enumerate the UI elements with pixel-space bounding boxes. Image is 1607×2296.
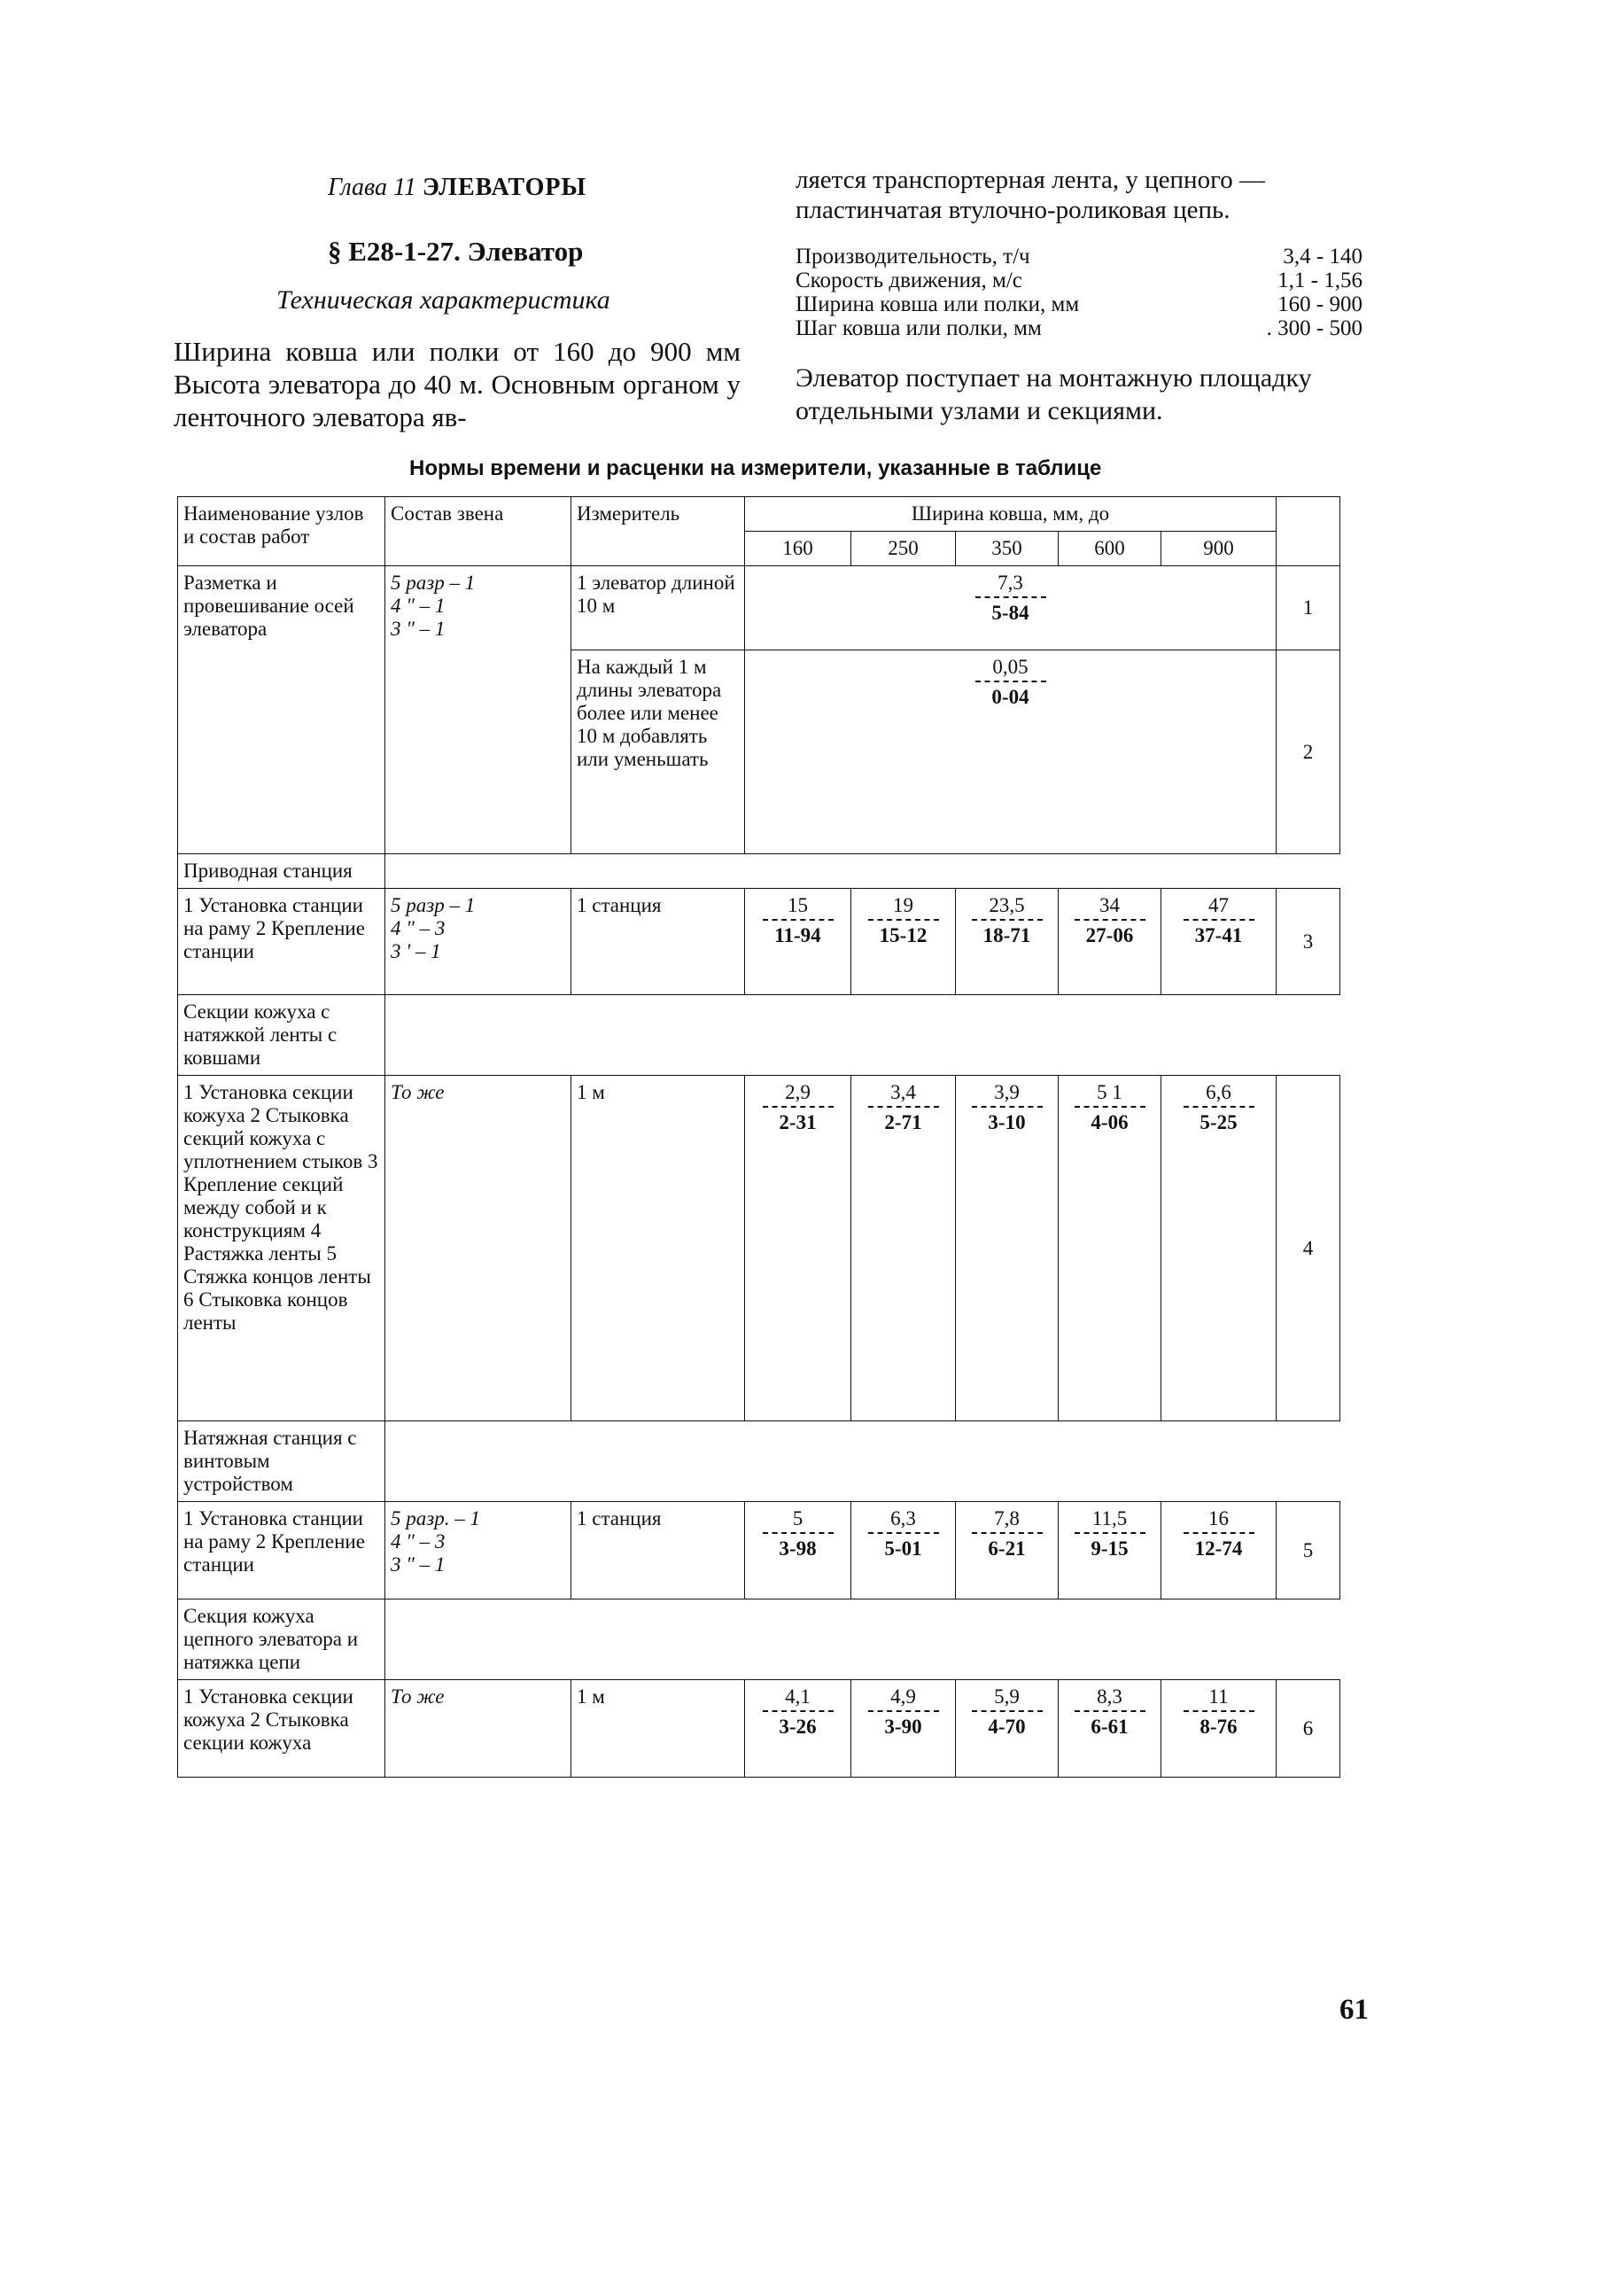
row-unit: 1 м	[571, 1076, 745, 1421]
norm-time: 6,3	[868, 1507, 939, 1534]
crew-line: 3 ' – 1	[391, 940, 441, 962]
header-width: 600	[1059, 532, 1161, 566]
header-width: 350	[956, 532, 1059, 566]
norm-rate: 15-12	[879, 924, 928, 946]
intro-right-paragraph: ляется транспортерная лента, у цепного — пластинчатая втулочно-роликовая цепь.	[796, 166, 1265, 224]
group-title: Приводная станция	[178, 854, 385, 889]
row-unit: 1 м	[571, 1680, 745, 1778]
norm-time: 7,3	[975, 572, 1046, 598]
crew-line: 5 разр – 1	[391, 894, 476, 916]
norm-time: 0,05	[975, 656, 1046, 682]
header-width: 160	[745, 532, 851, 566]
spec-value: . 300 - 500	[1266, 316, 1362, 340]
header-name: Наименование узлов и состав работ	[178, 497, 385, 566]
norm-rate: 9-15	[1091, 1537, 1129, 1560]
table-group-row	[178, 1421, 1340, 1502]
row-number: 5	[1277, 1502, 1340, 1599]
spec-label: Производительность, т/ч	[796, 245, 1030, 269]
table-group-row	[178, 1599, 1340, 1680]
norm-time: 16	[1184, 1507, 1254, 1534]
norm-rate: 3-26	[779, 1716, 817, 1738]
row-unit: 1 станция	[571, 889, 745, 995]
norm-rate: 18-71	[982, 924, 1031, 946]
table-header-row	[178, 497, 1340, 532]
header-width: 900	[1161, 532, 1277, 566]
norm-time: 2,9	[763, 1081, 834, 1108]
row-name: 1 Установка станции на раму 2 Крепление станции	[178, 889, 385, 995]
norm-rate: 37-41	[1194, 924, 1243, 946]
intro-right-paragraph-2: Элеватор поступает на монтажную площадку отдельными узлами и секциями.	[796, 363, 1312, 425]
spec-label: Скорость движения, м/с	[796, 269, 1022, 292]
chapter-title: ЭЛЕВАТОРЫ	[422, 174, 586, 201]
table-group-row	[178, 995, 1340, 1076]
row-name: Разметка и провешивание осей элеватора	[178, 566, 385, 854]
specs-list	[796, 245, 1362, 340]
norm-rate: 5-01	[884, 1537, 922, 1560]
norm-rate: 3-90	[884, 1716, 922, 1738]
subtitle: Техническая характеристика	[276, 285, 610, 315]
header-num	[1277, 497, 1340, 566]
norm-time: 4,1	[763, 1685, 834, 1712]
header-unit: Измеритель	[571, 497, 745, 566]
row-crew	[385, 1680, 571, 1778]
spec-row	[796, 316, 1362, 340]
spec-label: Ширина ковша или полки, мм	[796, 292, 1080, 316]
row-name: 1 Установка станции на раму 2 Крепление станции	[178, 1502, 385, 1599]
norm-time: 4,9	[868, 1685, 939, 1712]
norm-time: 5,9	[972, 1685, 1043, 1712]
norm-time: 6,6	[1184, 1081, 1254, 1108]
row-name: 1 Установка секции кожуха 2 Стыковка секции кожуха	[178, 1680, 385, 1778]
spec-row	[796, 245, 1362, 269]
page-number: 61	[1339, 1994, 1369, 2026]
crew-line: 4 " – 3	[391, 917, 446, 939]
row-number: 2	[1277, 650, 1340, 854]
norm-time: 5 1	[1075, 1081, 1145, 1108]
group-title: Секции кожуха с натяжкой ленты с ковшами	[178, 995, 385, 1076]
table-group-row	[178, 854, 1340, 889]
chapter-heading	[328, 174, 586, 202]
norm-time: 3,4	[868, 1081, 939, 1108]
crew-line: 4 " – 3	[391, 1530, 446, 1553]
norm-time: 5	[763, 1507, 834, 1534]
norm-time: 23,5	[972, 894, 1043, 921]
row-value-merged	[745, 650, 1277, 854]
header-crew: Состав звена	[385, 497, 571, 566]
norm-rate: 4-70	[988, 1716, 1026, 1738]
norm-time: 34	[1075, 894, 1145, 921]
norm-time: 3,9	[972, 1081, 1043, 1108]
header-width: 250	[851, 532, 956, 566]
chapter-label: Глава 11	[328, 174, 416, 201]
table-row	[178, 1076, 1340, 1421]
spec-label: Шаг ковша или полки, мм	[796, 316, 1042, 340]
norm-rate: 0-04	[991, 686, 1029, 708]
spec-value: 1,1 - 1,56	[1277, 269, 1362, 292]
crew-line: 4 " – 1	[391, 595, 446, 617]
norm-rate: 3-10	[988, 1111, 1026, 1133]
row-number: 3	[1277, 889, 1340, 995]
norm-time: 11	[1184, 1685, 1254, 1712]
norm-rate: 12-74	[1194, 1537, 1243, 1560]
norm-rate: 27-06	[1085, 924, 1134, 946]
row-crew	[385, 889, 571, 995]
row-unit: На каждый 1 м длины элеватора более или менее 10 м добавлять или уменьшать	[571, 650, 745, 854]
norm-rate: 2-71	[884, 1111, 922, 1133]
section-title: § Е28-1-27. Элеватор	[328, 236, 584, 267]
spec-row	[796, 269, 1362, 292]
table-row	[178, 1680, 1340, 1778]
intro-left-paragraph: Ширина ковша или полки от 160 до 900 мм Высота элеватора до 40 м. Основным органом у ленточного элеватора яв-	[174, 336, 741, 432]
norm-time: 47	[1184, 894, 1254, 921]
table-row	[178, 566, 1340, 650]
crew-line: 3 " – 1	[391, 618, 446, 640]
table-title: Нормы времени и расценки на измерители, указанные в таблице	[409, 456, 1102, 480]
crew-line: 5 разр. – 1	[391, 1507, 480, 1529]
row-number: 4	[1277, 1076, 1340, 1421]
norm-time: 19	[868, 894, 939, 921]
row-value-merged	[745, 566, 1277, 650]
spec-row	[796, 292, 1362, 316]
spec-value: 160 - 900	[1277, 292, 1362, 316]
norm-rate: 11-94	[774, 924, 821, 946]
norm-time: 11,5	[1075, 1507, 1145, 1534]
row-unit: 1 станция	[571, 1502, 745, 1599]
group-title: Натяжная станция с винтовым устройством	[178, 1421, 385, 1502]
row-unit: 1 элеватор длиной 10 м	[571, 566, 745, 650]
row-crew	[385, 1502, 571, 1599]
crew-line: 5 разр – 1	[391, 572, 476, 594]
row-name: 1 Установка секции кожуха 2 Стыковка секций кожуха с уплотнением стыков 3 Крепление секций между собой и к конструкциям 4 Растяжка ленты 5 Стяжка концов ленты 6 Стыковка концов ленты	[178, 1076, 385, 1421]
norm-rate: 3-98	[779, 1537, 817, 1560]
crew-line: То же	[391, 1685, 445, 1708]
crew-line: 3 " – 1	[391, 1553, 446, 1576]
norm-time: 8,3	[1075, 1685, 1145, 1712]
header-width-group: Ширина ковша, мм, до	[745, 497, 1277, 532]
row-crew	[385, 1076, 571, 1421]
norm-rate: 4-06	[1091, 1111, 1129, 1133]
norm-rate: 6-61	[1091, 1716, 1129, 1738]
norm-rate: 5-84	[991, 602, 1029, 624]
norms-table	[177, 496, 1340, 1778]
norm-rate: 5-25	[1199, 1111, 1238, 1133]
norm-rate: 6-21	[988, 1537, 1026, 1560]
table-row	[178, 1502, 1340, 1599]
norm-time: 7,8	[972, 1507, 1043, 1534]
row-number: 1	[1277, 566, 1340, 650]
norm-rate: 2-31	[779, 1111, 817, 1133]
crew-line: То же	[391, 1081, 445, 1103]
row-number: 6	[1277, 1680, 1340, 1778]
norm-time: 15	[763, 894, 834, 921]
group-title: Секция кожуха цепного элеватора и натяжка цепи	[178, 1599, 385, 1680]
row-crew	[385, 566, 571, 854]
spec-value: 3,4 - 140	[1283, 245, 1362, 269]
norm-rate: 8-76	[1199, 1716, 1238, 1738]
table-row	[178, 889, 1340, 995]
